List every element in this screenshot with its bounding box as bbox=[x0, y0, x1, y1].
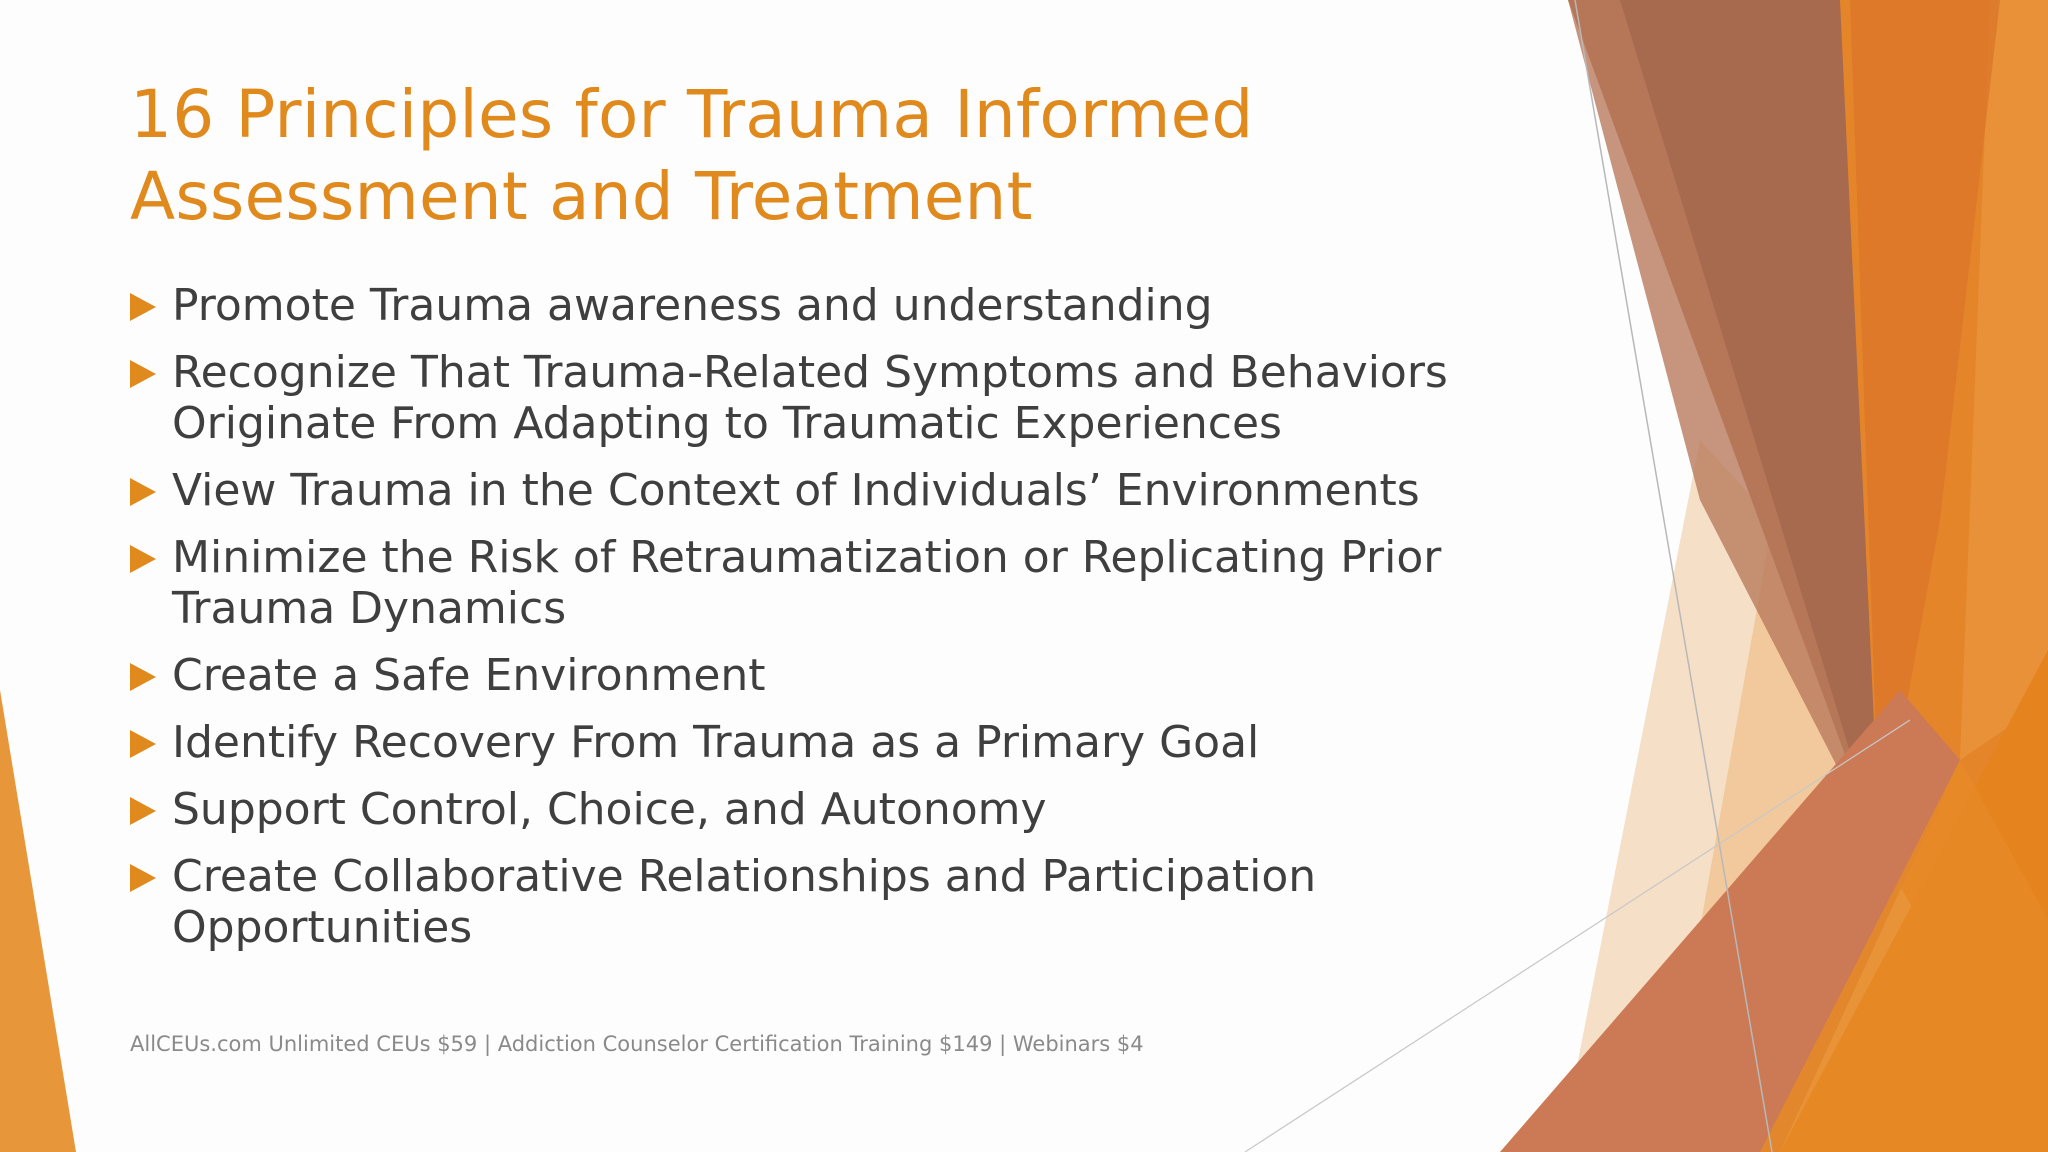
bullet-item bbox=[130, 347, 1570, 449]
slide-title: 16 Principles for Trauma Informed Assessment and Treatment bbox=[130, 76, 1254, 235]
bullet-text: Create a Safe Environment bbox=[172, 650, 766, 701]
slide-footer: AllCEUs.com Unlimited CEUs $59 | Addiction Counselor Certification Training $149 | Webinars $4 bbox=[130, 1032, 1144, 1056]
triangle-right-icon bbox=[130, 663, 156, 691]
bullet-item bbox=[130, 280, 1570, 331]
bullet-text: Identify Recovery From Trauma as a Primary Goal bbox=[172, 717, 1260, 768]
bullet-text: Promote Trauma awareness and understanding bbox=[172, 280, 1213, 331]
triangle-right-icon bbox=[130, 864, 156, 892]
triangle-right-icon bbox=[130, 797, 156, 825]
bullet-text: Create Collaborative Relationships and Participation Opportunities bbox=[172, 851, 1317, 953]
bullet-text: View Trauma in the Context of Individuals’ Environments bbox=[172, 465, 1420, 516]
bullet-item bbox=[130, 717, 1570, 768]
bullet-item bbox=[130, 465, 1570, 516]
bullet-item bbox=[130, 650, 1570, 701]
bullet-item bbox=[130, 851, 1570, 953]
triangle-right-icon bbox=[130, 730, 156, 758]
bullet-list bbox=[130, 280, 1570, 969]
bullet-item bbox=[130, 784, 1570, 835]
bullet-text: Recognize That Trauma-Related Symptoms and Behaviors Originate From Adapting to Traumatic Experiences bbox=[172, 347, 1448, 449]
bullet-item bbox=[130, 532, 1570, 634]
triangle-right-icon bbox=[130, 360, 156, 388]
triangle-right-icon bbox=[130, 545, 156, 573]
bullet-text: Support Control, Choice, and Autonomy bbox=[172, 784, 1047, 835]
triangle-right-icon bbox=[130, 293, 156, 321]
left-orange-shape bbox=[0, 690, 76, 1152]
triangle-right-icon bbox=[130, 478, 156, 506]
bullet-text: Minimize the Risk of Retraumatization or Replicating Prior Trauma Dynamics bbox=[172, 532, 1442, 634]
